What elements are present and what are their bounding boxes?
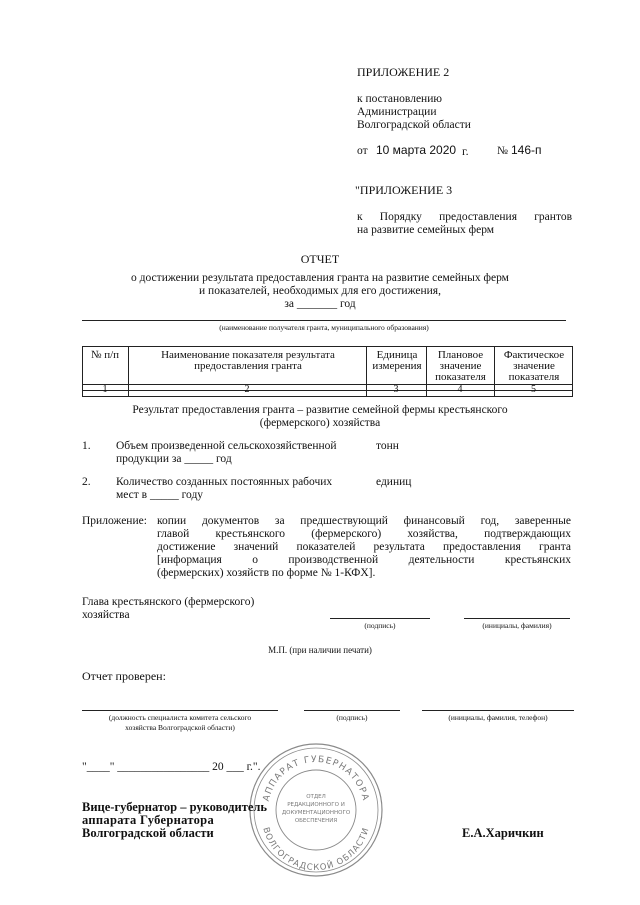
report-subtitle-2: и показателей, необходимых для его достижения, [199,285,441,297]
head-title-line-1: Глава крестьянского (фермерского) [82,596,255,608]
attachment-line-2: главой крестьянского (фермерского) хозяйства, подтверждающих [157,528,571,540]
procedure-line-2: на развитие семейных ферм [357,224,495,236]
seal-center-line-2: РЕДАКЦИОННОГО И [287,802,345,808]
specialist-position-caption-2: хозяйства Волгоградской области) [125,723,235,732]
col-number-1: 1 [102,384,108,395]
report-checked-label: Отчет проверен: [82,669,166,683]
specialist-position-caption-1: (должность специалиста комитета сельского [108,713,252,722]
result-line-1: Результат предоставления гранта – развитие семейной фермы крестьянского [132,404,508,416]
recipient-line [82,320,566,321]
procedure-line-1: к Порядку предоставления грантов [357,211,572,223]
signer-name: Е.А.Харичкин [462,826,544,840]
signer-position-line-1: Вице-губернатор – руководитель [82,800,268,814]
resolution-number: 146-п [511,143,542,157]
attachment-line-1: копии документов за предшествующий финансовый год, заверенные [157,515,571,527]
resolution-line-2: Администрации [357,106,437,118]
attachment-line-4: [информация о производственной деятельности крестьянских [157,554,571,566]
signer-position-line-3: Волгоградской области [82,826,214,840]
appendix-3-heading: "ПРИЛОЖЕНИЕ 3 [355,183,453,197]
specialist-signature-line [304,710,400,711]
seal-center-line-3: ДОКУМЕНТАЦИОННОГО [281,810,351,816]
recipient-caption: (наименование получателя гранта, муниципального образования) [219,323,429,332]
number-prefix: № [497,145,508,157]
date-prefix: от [357,145,368,157]
item-1-text-line-1: Объем произведенной сельскохозяйственной [116,440,337,452]
seal-center-line-1: ОТДЕЛ [306,794,326,800]
item-1-number: 1. [82,440,91,452]
col-number-4: 4 [457,384,463,395]
result-line-2: (фермерского) хозяйства [259,417,381,429]
seal-ring-top-text: АППАРАТ ГУБЕРНАТОРА [261,754,371,803]
col-header-num: № п/п [90,349,120,361]
head-signature-caption: (подпись) [364,621,396,630]
attachment-line-5: (фермерских) хозяйств по форме № 1-КФХ]. [157,567,376,579]
report-period: за _______ год [284,298,356,310]
item-2-number: 2. [82,476,91,488]
resolution-line-3: Волгоградской области [357,119,471,131]
resolution-line-1: к постановлению [357,93,442,105]
report-heading: ОТЧЕТ [300,252,340,266]
item-2-text-line-2: мест в _____ году [116,489,204,501]
item-2-text-line-1: Количество созданных постоянных рабочих [116,476,333,488]
item-2-unit: единиц [376,476,412,488]
seal-ring-bottom-text: ВОЛГОГРАДСКОЙ ОБЛАСТИ [260,826,372,874]
resolution-date: 10 марта 2020 [376,143,457,157]
appendix-2-heading: ПРИЛОЖЕНИЕ 2 [357,65,450,79]
col-number-5: 5 [531,384,536,395]
check-date-line: "____" ________________ 20 ___ г.". [82,761,261,773]
head-initials-caption: (инициалы, фамилия) [482,621,552,630]
signer-position-line-2: аппарата Губернатора [82,813,214,827]
item-1-unit: тонн [376,440,399,452]
resolution-year-suffix: г. [462,144,469,158]
col-header-actual: Фактическое значение показателя [503,349,565,383]
col-number-2: 2 [244,384,250,395]
head-signature-line [330,618,430,619]
specialist-initials-line [422,710,574,711]
report-subtitle-1: о достижении результата предоставления гранта на развитие семейных ферм [131,272,509,284]
col-number-3: 3 [393,384,399,395]
item-1-text-line-2: продукции за _____ год [116,453,232,465]
head-title-line-2: хозяйства [82,609,130,621]
col-header-indicator: Наименование показателя результата предоставления гранта [161,349,335,372]
attachment-label: Приложение: [82,515,147,527]
indicators-table [82,346,573,397]
specialist-signature-caption: (подпись) [336,713,368,722]
col-header-unit: Единица измерения [372,349,422,372]
head-initials-line [464,618,570,619]
seal-center-line-4: ОБЕСПЕЧЕНИЯ [294,818,338,824]
col-header-planned: Плановое значение показателя [435,349,486,383]
attachment-line-3: достижение значений показателей результата предоставления гранта [157,541,571,553]
specialist-initials-caption: (инициалы, фамилия, телефон) [448,713,548,722]
specialist-position-line [82,710,278,711]
stamp-place-caption: М.П. (при наличии печати) [268,645,372,655]
